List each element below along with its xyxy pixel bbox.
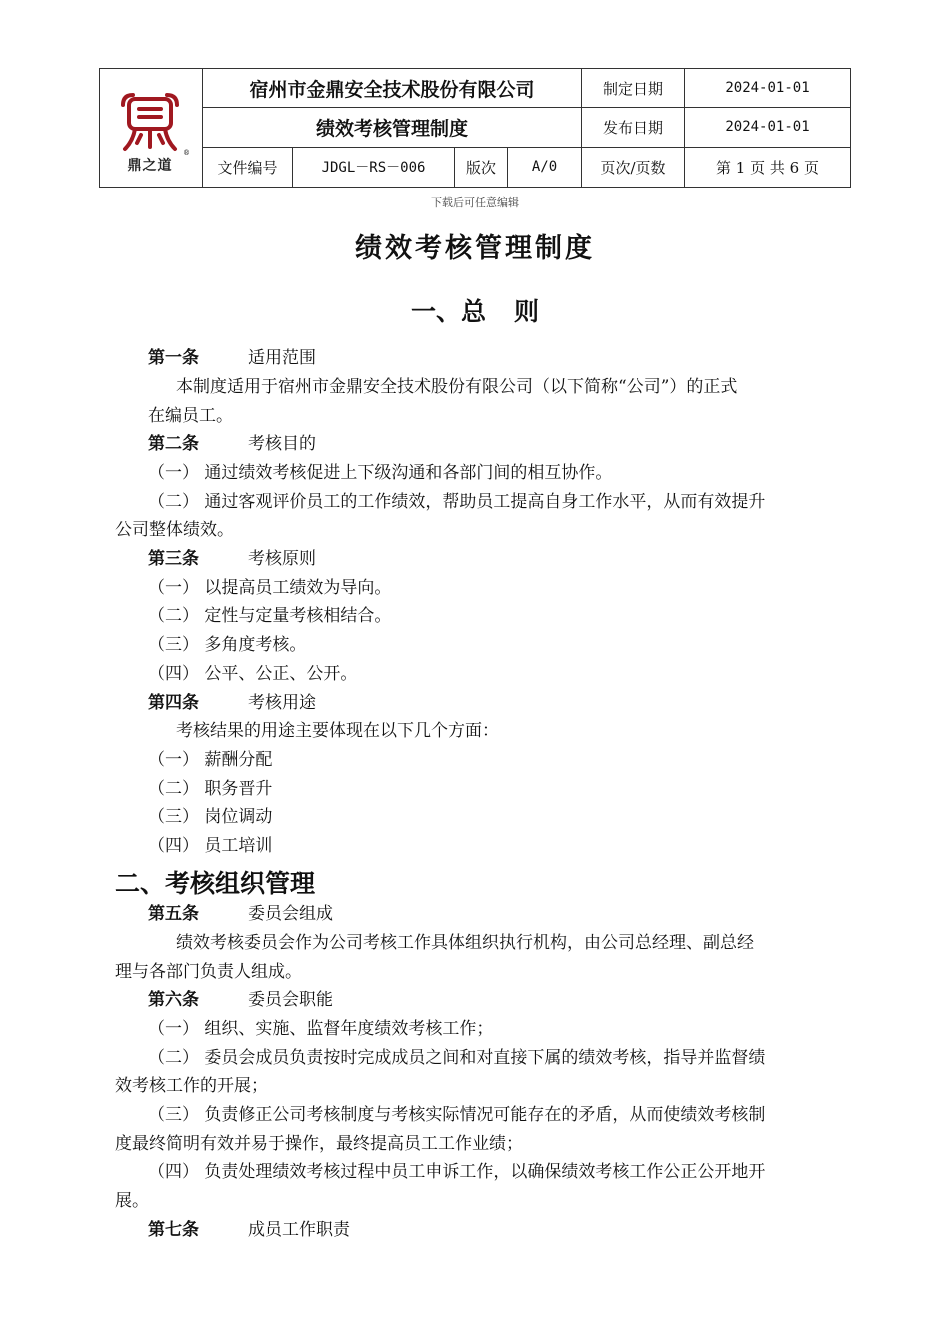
pub-date-label: 发布日期 (582, 108, 685, 147)
article-title: 委员会组成 (248, 904, 333, 924)
article-title: 适用范围 (248, 348, 316, 368)
document-header-table (99, 68, 851, 188)
list-item: （一） 通过绩效考核促进上下级沟通和各部门间的相互协作。 (148, 463, 613, 483)
registered-mark: ® (183, 149, 190, 157)
article-title: 考核原则 (248, 549, 316, 569)
article-label: 第一条 (148, 348, 199, 368)
file-no-label: 文件编号 (203, 147, 293, 187)
ding-vessel-icon (115, 91, 185, 153)
article-6-heading (148, 989, 333, 1011)
article-label: 第六条 (148, 990, 199, 1010)
file-no-value: JDGL－RS－006 (293, 147, 455, 187)
page-value: 第 1 页 共 6 页 (685, 147, 851, 187)
version-label: 版次 (455, 147, 508, 187)
list-item: （一） 组织、实施、监督年度绩效考核工作； (148, 1019, 494, 1039)
list-item: （二） 定性与定量考核相结合。 (148, 606, 392, 626)
list-item: （一） 薪酬分配 (148, 750, 273, 770)
article-label: 第七条 (148, 1220, 199, 1240)
list-item-continuation: 公司整体绩效。 (115, 520, 234, 540)
list-item: （一） 以提高员工绩效为导向。 (148, 578, 392, 598)
paragraph: 绩效考核委员会作为公司考核工作具体组织执行机构，由公司总经理、副总经 (176, 933, 754, 953)
page-label: 页次/页数 (582, 147, 685, 187)
article-title: 考核用途 (248, 693, 316, 713)
section-heading-1 (0, 292, 950, 328)
article-title: 考核目的 (248, 434, 316, 454)
list-item: （四） 员工培训 (148, 836, 273, 856)
article-label: 第五条 (148, 904, 199, 924)
logo-cell (100, 69, 203, 188)
article-label: 第三条 (148, 549, 199, 569)
list-item-continuation: 效考核工作的开展； (115, 1076, 268, 1096)
paragraph: 本制度适用于宿州市金鼎安全技术股份有限公司（以下简称“公司”）的正式 (176, 377, 738, 397)
header-doc-name: 绩效考核管理制度 (203, 108, 582, 147)
made-date-value: 2024-01-01 (685, 69, 851, 108)
list-item-continuation: 展。 (115, 1191, 149, 1211)
watermark: 下载后可任意编辑 (431, 196, 519, 209)
made-date-label: 制定日期 (582, 69, 685, 108)
article-2-heading (148, 433, 316, 455)
article-title: 委员会职能 (248, 990, 333, 1010)
document-title: 绩效考核管理制度 (355, 233, 595, 264)
paragraph: 理与各部门负责人组成。 (115, 962, 302, 982)
article-7-heading (148, 1219, 350, 1241)
company-logo (103, 69, 199, 187)
list-item: （四） 公平、公正、公开。 (148, 664, 358, 684)
article-5-heading (148, 903, 333, 925)
list-item: （三） 负责修正公司考核制度与考核实际情况可能存在的矛盾，从而使绩效考核制 (148, 1105, 766, 1125)
list-item: （二） 委员会成员负责按时完成成员之间和对直接下属的绩效考核，指导并监督绩 (148, 1048, 766, 1068)
list-item: （三） 多角度考核。 (148, 635, 307, 655)
article-4-heading (148, 692, 316, 714)
section-heading-2: 二、考核组织管理 (115, 869, 316, 898)
section-1-number: 一、总 (410, 297, 486, 326)
logo-text: 鼎之道 (127, 158, 173, 174)
list-item-continuation: 度最终简明有效并易于操作，最终提高员工工作业绩； (115, 1134, 523, 1154)
version-value: A/0 (508, 147, 582, 187)
article-3-heading (148, 548, 316, 570)
article-label: 第四条 (148, 693, 199, 713)
paragraph: 考核结果的用途主要体现在以下几个方面： (176, 721, 499, 741)
article-1-heading (148, 347, 316, 369)
company-name: 宿州市金鼎安全技术股份有限公司 (203, 69, 582, 108)
article-label: 第二条 (148, 434, 199, 454)
list-item: （四） 负责处理绩效考核过程中员工申诉工作，以确保绩效考核工作公正公开地开 (148, 1162, 766, 1182)
paragraph: 在编员工。 (148, 406, 233, 426)
list-item: （二） 通过客观评价员工的工作绩效，帮助员工提高自身工作水平，从而有效提升 (148, 492, 766, 512)
list-item: （三） 岗位调动 (148, 807, 273, 827)
article-title: 成员工作职责 (248, 1220, 350, 1240)
section-1-word: 则 (514, 297, 540, 326)
list-item: （二） 职务晋升 (148, 779, 273, 799)
pub-date-value: 2024-01-01 (685, 108, 851, 147)
